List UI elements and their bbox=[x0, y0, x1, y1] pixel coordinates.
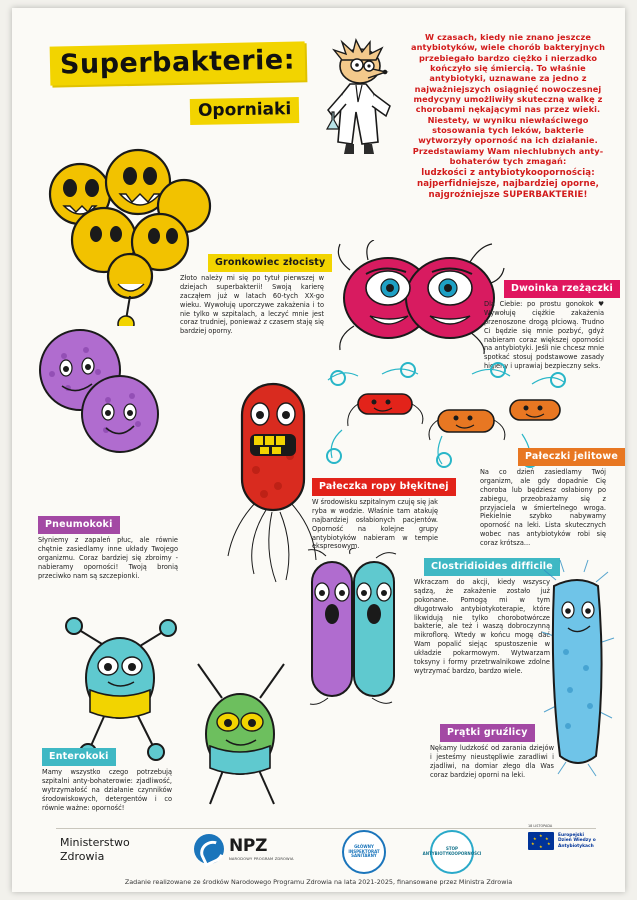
eu-flag-icon: ★ ★ ★ ★ ★ ★ bbox=[528, 832, 554, 850]
section-text-pneumokoki: Słyniemy z zapaleń płuc, ale równie chętnie zasiedlamy inne układy Twojego organizmu. Coraz bardziej się zbroimy - nabieramy oporności! Twoją bronią przeciwko nam są szczepionki. bbox=[38, 536, 178, 580]
funding-note: Zadanie realizowane ze środków Narodowego Programu Zdrowia na lata 2021-2025, finansowane przez Ministra Zdrowia bbox=[124, 878, 513, 886]
intro-text: W czasach, kiedy nie znano jeszcze antybiotyków, wiele chorób bakteryjnych przebiegało bardzo ciężko i nierzadko kończyło się śmiercią. To właśnie antybiotyki, uznawane za jedno z najważniejszych osiągnięć nowoczesnej medycyny umożliwiły skuteczną walkę z chorobami nękającymi nas przez wieki. Niestety, w wyniku niewłaściwego stosowania tych leków, bakterie wytworzyły oporność na ich działanie. Przedstawiamy Wam niechlubnych anty-bohaterów tych zmagań: bbox=[410, 32, 606, 166]
section-label-paleczka-ropy: Pałeczka ropy błękitnej bbox=[312, 478, 456, 496]
npz-logo bbox=[194, 834, 294, 864]
enterokoki-illustration bbox=[62, 594, 182, 774]
eu-line-1: Europejski bbox=[558, 833, 584, 839]
clostridioides-illustration bbox=[298, 548, 408, 708]
eu-day-note: 18 LISTOPADA bbox=[528, 824, 553, 828]
section-text-paleczki-jelitowe: Na co dzień zasiedlamy Twój organizm, ale gdy dopadnie Cię choroba lub będziesz osłabiony po zabiegu, przeobrażamy się z przyjaciela w śmiertelnego wroga. Piekielnie szybko nabywamy oporność na leki. Lista skutecznych wobec nas antybiotyków robi się coraz krótsza... bbox=[480, 468, 606, 548]
dwoinka-illustration bbox=[330, 240, 506, 360]
ministry-line-2: Zdrowia bbox=[60, 849, 105, 863]
poster-sheet bbox=[12, 8, 625, 892]
section-label-pneumokoki: Pneumokoki bbox=[38, 516, 120, 534]
page-title: Superbakterie: bbox=[50, 41, 306, 85]
ministry-line-1: Ministerstwo bbox=[60, 836, 130, 849]
enterokoki-second-illustration bbox=[176, 656, 306, 816]
section-label-dwoinka: Dwoinka rzeżączki bbox=[504, 280, 620, 298]
section-text-enterokoki: Mamy wszystko czego potrzebują szpitalni anty-bohaterowie: zjadliwość, wytrzymałość na działanie czynników środowiskowych, detergentów i co równie ważne: oporność! bbox=[42, 768, 172, 812]
eu-antibiotic-awareness-logo bbox=[528, 832, 596, 850]
section-text-gronkowiec: Złoto należy mi się po tytuł pierwszej w dziejach superbakterii! Swoją karierę zacząłem już w latach 60-tych XX-go wieku. Wywołuję uporczywe zakażenia i to nie tylko w szpitalach, a leczyć mnie jest coraz trudniej, ponieważ z czasem staję się bardziej oporny. bbox=[180, 274, 324, 336]
page-subtitle: Oporniaki bbox=[190, 97, 300, 125]
sanitary-inspectorate-badge: GŁÓWNY INSPEKTORAT SANITARNY bbox=[342, 830, 386, 874]
eu-line-3: Antybiotykach bbox=[558, 843, 594, 849]
eu-line-2: Dzień Wiedzy o bbox=[558, 838, 596, 844]
section-label-pratki: Prątki gruźlicy bbox=[440, 724, 535, 742]
npz-name: NPZ bbox=[229, 835, 268, 856]
npz-subtitle: NARODOWY PROGRAM ZDROWIA bbox=[229, 856, 294, 861]
section-text-pratki: Nękamy ludzkość od zarania dziejów i jesteśmy nieustępliwie zaradliwi i zjadliwi, na domiar złego dla Was coraz bardziej oporni na leki. bbox=[430, 744, 554, 779]
pneumokoki-illustration bbox=[28, 326, 178, 456]
section-label-paleczki-jelitowe: Pałeczki jelitowe bbox=[518, 448, 625, 466]
section-label-gronkowiec: Gronkowiec złocisty bbox=[208, 254, 332, 272]
intro-closing: ludzkości z antybiotykoopornością: najperfidniejsze, najbardziej oporne, najgroźniejsze SUPERBAKTERIE! bbox=[417, 168, 599, 200]
section-label-clostridioides: Clostridioides difficile bbox=[424, 558, 560, 576]
stop-antibiotic-resistance-badge: STOP ANTYBIOTYKOOPORNOŚCI bbox=[430, 830, 474, 874]
intro-paragraph bbox=[410, 32, 606, 201]
ministry-logo bbox=[60, 836, 130, 864]
npz-mark-icon bbox=[194, 834, 224, 864]
section-text-clostridioides: Wkraczam do akcji, kiedy wszyscy sądzą, że zakażenie zostało już pokonane. Pomogą mi w tym długotrwało antybiotykoterapie, które likwidują nie tylko chorobotwórcze bakterie, ale też i waszą dobroczynną mikroflorę. Wtedy w końcu mogę dać Wam popalić siejąc spustoszenie w układzie pokarmowym. Wytwarzam toksyny i formy przetrwalnikowe zdolne wytrzymać bardzo, bardzo wiele. bbox=[414, 578, 550, 675]
section-text-dwoinka: Dla Ciebie: po prostu gonokok ♥ Wywołuję ciężkie zakażenia przenoszone drogą płciową. Trudno Ci będzie się mnie pozbyć, gdyż nabieram coraz większej oporności na antybiotyki. Jeśli nie chcesz mnie spotkać stosuj podstawowe zasady higieny i uprawiaj bezpieczny seks. bbox=[484, 300, 604, 371]
section-label-enterokoki: Enterokoki bbox=[42, 748, 116, 766]
scientist-hedgehog-illustration bbox=[312, 32, 412, 162]
footer-divider bbox=[56, 828, 596, 829]
section-text-paleczka-ropy: W środowisku szpitalnym czuję się jak ryba w wodzie. Właśnie tam atakuję najbardziej osłabionych pacjentów. Oporność na kolejne grupy antybiotyków nabieram w tempie ekspresowym. bbox=[312, 498, 438, 551]
